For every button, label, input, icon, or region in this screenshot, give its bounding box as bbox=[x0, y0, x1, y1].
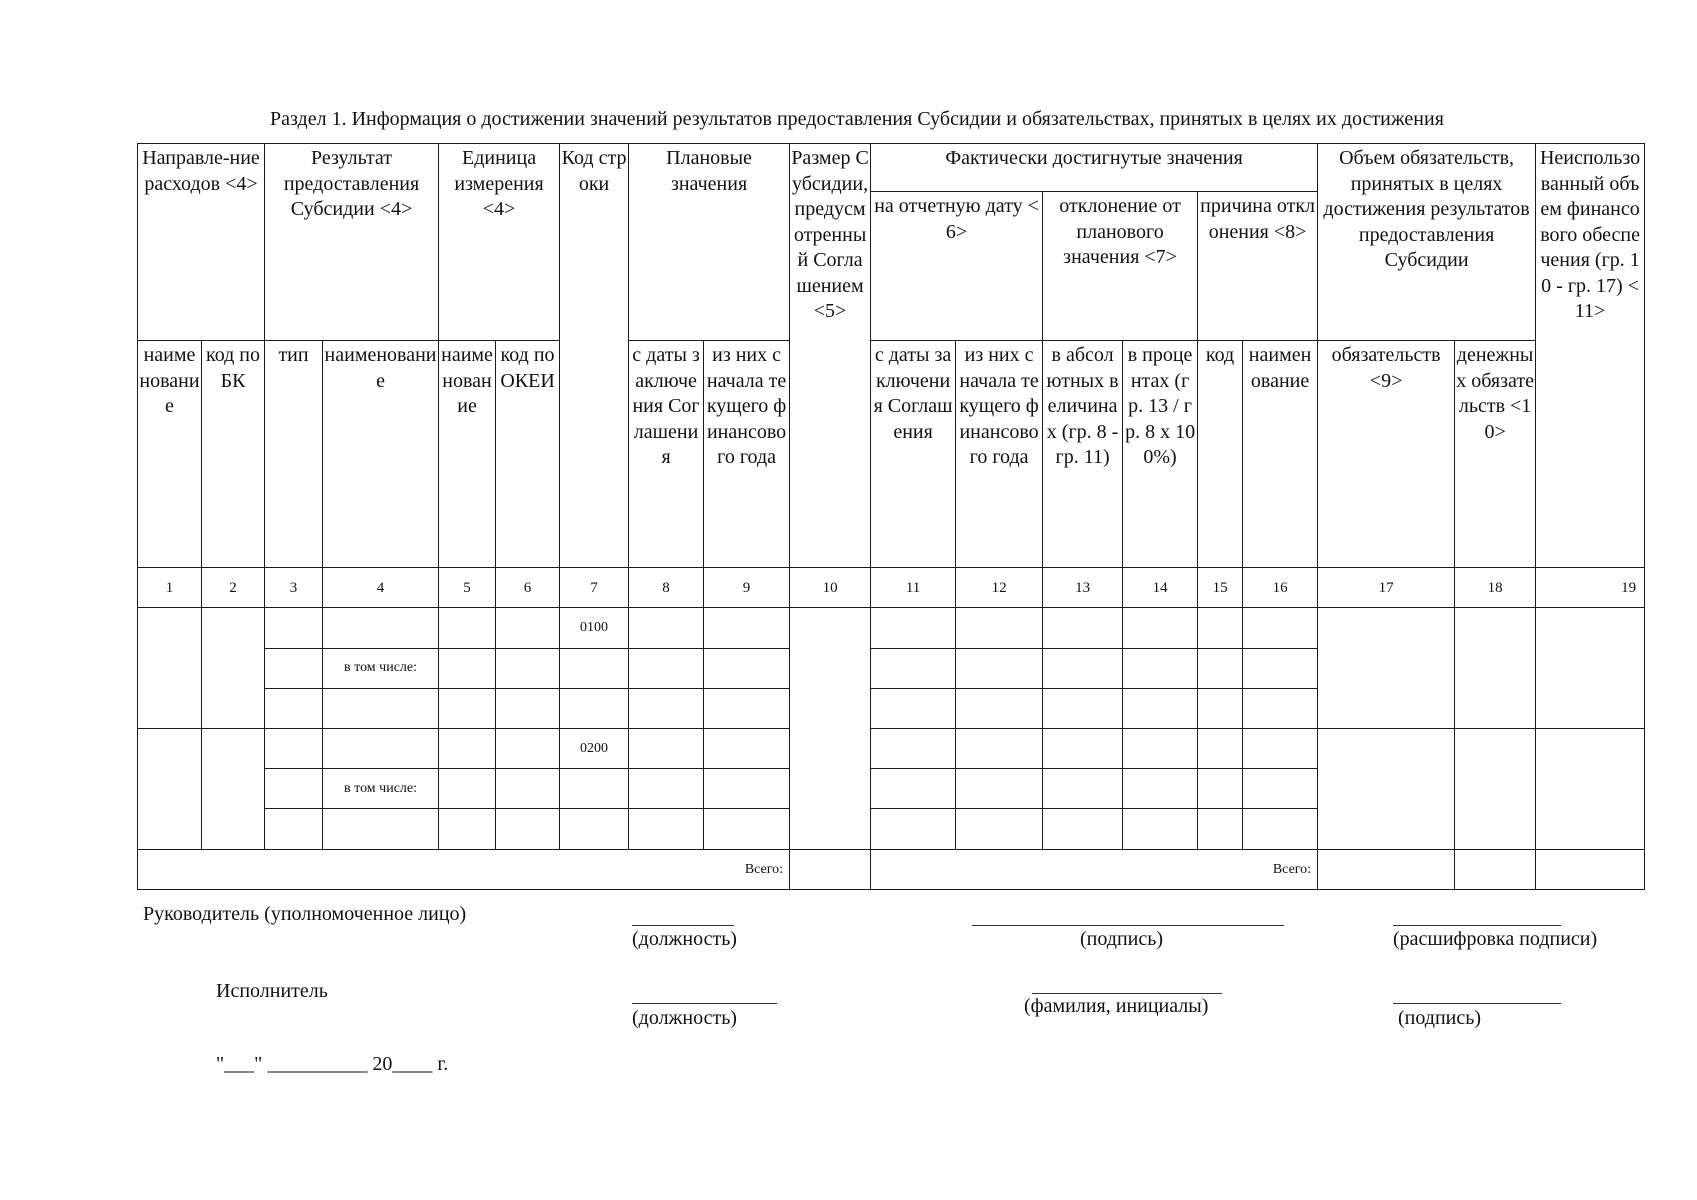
data-cell[interactable] bbox=[1123, 688, 1198, 728]
data-cell[interactable] bbox=[202, 729, 265, 850]
data-cell[interactable] bbox=[1043, 608, 1123, 648]
header-unit-name: наименование bbox=[439, 341, 496, 568]
column-number: 11 bbox=[871, 568, 956, 608]
header-subsidy-size: Размер Субсидии, предусмотренный Соглашением <5> bbox=[790, 144, 871, 568]
column-number: 13 bbox=[1043, 568, 1123, 608]
data-cell[interactable] bbox=[560, 688, 629, 728]
header-fact-report-date: на отчетную дату <6> bbox=[871, 192, 1043, 341]
data-cell[interactable] bbox=[1198, 809, 1243, 849]
data-cell[interactable] bbox=[1198, 608, 1243, 648]
column-number: 5 bbox=[439, 568, 496, 608]
column-number: 4 bbox=[323, 568, 439, 608]
header-reason-name: наименование bbox=[1243, 341, 1318, 568]
data-cell[interactable] bbox=[560, 809, 629, 849]
data-cell[interactable] bbox=[1123, 769, 1198, 809]
date-line: "___" __________ 20____ г. bbox=[216, 1053, 449, 1075]
head-signature-caption: (подпись) bbox=[1080, 928, 1164, 950]
data-cell[interactable] bbox=[496, 648, 560, 688]
header-unused-volume: Неиспользованный объем финансового обеспечения (гр. 10 - гр. 17) <11> bbox=[1536, 144, 1645, 568]
header-unit-okei: код по ОКЕИ bbox=[496, 341, 560, 568]
data-cell[interactable] bbox=[1243, 729, 1318, 769]
data-cell[interactable] bbox=[138, 608, 202, 729]
column-number: 8 bbox=[629, 568, 704, 608]
column-number: 17 bbox=[1318, 568, 1455, 608]
data-cell[interactable] bbox=[1043, 648, 1123, 688]
results-table bbox=[137, 143, 1645, 890]
executor-fio-caption: (фамилия, инициалы) bbox=[1024, 995, 1209, 1017]
data-cell[interactable] bbox=[265, 648, 323, 688]
data-cell[interactable] bbox=[496, 809, 560, 849]
data-cell[interactable] bbox=[871, 729, 956, 769]
data-cell[interactable] bbox=[956, 688, 1043, 728]
column-number: 9 bbox=[704, 568, 790, 608]
column-number: 1 bbox=[138, 568, 202, 608]
data-cell[interactable] bbox=[439, 769, 496, 809]
data-cell[interactable] bbox=[871, 769, 956, 809]
data-cell[interactable] bbox=[1198, 729, 1243, 769]
column-number: 7 bbox=[560, 568, 629, 608]
column-number: 19 bbox=[1536, 568, 1645, 608]
data-cell[interactable] bbox=[1198, 769, 1243, 809]
header-result-type: тип bbox=[265, 341, 323, 568]
executor-position-caption: (должность) bbox=[632, 1007, 737, 1029]
column-number: 18 bbox=[1455, 568, 1536, 608]
data-cell[interactable] bbox=[1123, 729, 1198, 769]
header-subsidy-result: Результат предоставления Субсидии <4> bbox=[265, 144, 439, 341]
data-cell[interactable] bbox=[629, 809, 704, 849]
header-row-code: Код строки bbox=[560, 144, 629, 568]
data-cell[interactable] bbox=[629, 648, 704, 688]
data-cell[interactable] bbox=[560, 648, 629, 688]
header-plan-values: Плановые значения bbox=[629, 144, 790, 341]
data-cell[interactable] bbox=[1318, 729, 1455, 850]
data-cell[interactable] bbox=[704, 729, 790, 769]
data-cell[interactable] bbox=[871, 608, 956, 648]
data-cell[interactable] bbox=[323, 608, 439, 648]
header-obligations-sub: обязательств <9> bbox=[1318, 341, 1455, 568]
data-cell[interactable] bbox=[1243, 648, 1318, 688]
total-cell[interactable] bbox=[1318, 849, 1455, 889]
signature-line bbox=[1393, 925, 1561, 926]
column-number: 6 bbox=[496, 568, 560, 608]
header-plan-from-agreement: с даты заключения Соглашения bbox=[629, 341, 704, 568]
data-cell[interactable] bbox=[871, 809, 956, 849]
head-label: Руководитель (уполномоченное лицо) bbox=[143, 903, 467, 925]
data-cell[interactable] bbox=[1123, 608, 1198, 648]
header-obligations: Объем обязательств, принятых в целях достижения результатов предоставления Субсидии bbox=[1318, 144, 1536, 341]
data-cell[interactable] bbox=[265, 608, 323, 648]
data-cell[interactable] bbox=[871, 688, 956, 728]
data-cell[interactable] bbox=[1043, 729, 1123, 769]
data-cell[interactable] bbox=[871, 648, 956, 688]
column-number: 10 bbox=[790, 568, 871, 608]
header-result-name: наименование bbox=[323, 341, 439, 568]
signature-line bbox=[1032, 993, 1222, 994]
data-cell[interactable] bbox=[704, 648, 790, 688]
including-label: в том числе: bbox=[323, 648, 439, 688]
data-cell[interactable] bbox=[439, 809, 496, 849]
data-cell[interactable] bbox=[265, 688, 323, 728]
data-cell[interactable] bbox=[496, 688, 560, 728]
data-cell[interactable] bbox=[956, 729, 1043, 769]
data-cell[interactable] bbox=[1198, 648, 1243, 688]
data-cell[interactable] bbox=[629, 769, 704, 809]
header-fact-current-year: из них с начала текущего финансового года bbox=[956, 341, 1043, 568]
signature-line bbox=[632, 1003, 777, 1004]
executor-label: Исполнитель bbox=[216, 980, 328, 1002]
column-number: 14 bbox=[1123, 568, 1198, 608]
row-code-cell: 0200 bbox=[560, 729, 629, 769]
data-cell[interactable] bbox=[265, 809, 323, 849]
data-cell[interactable] bbox=[1043, 688, 1123, 728]
column-number: 2 bbox=[202, 568, 265, 608]
header-expense-code: код по БК bbox=[202, 341, 265, 568]
header-fact-from-agreement: с даты заключения Соглашения bbox=[871, 341, 956, 568]
header-deviation-reason: причина отклонения <8> bbox=[1198, 192, 1318, 341]
data-cell[interactable] bbox=[1043, 809, 1123, 849]
column-number: 15 bbox=[1198, 568, 1243, 608]
data-cell[interactable] bbox=[265, 729, 323, 769]
header-reason-code: код bbox=[1198, 341, 1243, 568]
head-decoding-caption: (расшифровка подписи) bbox=[1393, 928, 1598, 950]
data-cell[interactable] bbox=[1123, 648, 1198, 688]
total-label-plan: Всего: bbox=[138, 849, 790, 889]
data-cell[interactable] bbox=[496, 729, 560, 769]
data-cell[interactable] bbox=[1536, 729, 1645, 850]
data-cell[interactable] bbox=[439, 648, 496, 688]
data-cell[interactable] bbox=[629, 688, 704, 728]
header-fact-values: Фактически достигнутые значения bbox=[871, 144, 1318, 192]
data-cell[interactable] bbox=[560, 769, 629, 809]
data-cell[interactable] bbox=[323, 809, 439, 849]
data-cell[interactable] bbox=[202, 608, 265, 729]
column-number: 16 bbox=[1243, 568, 1318, 608]
data-cell[interactable] bbox=[323, 688, 439, 728]
table-row bbox=[138, 729, 1645, 769]
data-cell[interactable] bbox=[1455, 608, 1536, 729]
data-cell[interactable] bbox=[790, 608, 871, 849]
data-cell[interactable] bbox=[1243, 688, 1318, 728]
header-deviation-percent: в процентах (гр. 13 / гр. 8 x 100%) bbox=[1123, 341, 1198, 568]
data-cell[interactable] bbox=[956, 769, 1043, 809]
data-cell[interactable] bbox=[1043, 769, 1123, 809]
header-expense-direction: Направле-ние расходов <4> bbox=[138, 144, 265, 341]
data-cell[interactable] bbox=[496, 769, 560, 809]
header-money-obligations: денежных обязательств <10> bbox=[1455, 341, 1536, 568]
table-row bbox=[138, 608, 1645, 648]
total-cell[interactable] bbox=[790, 849, 871, 889]
data-cell[interactable] bbox=[704, 608, 790, 648]
data-cell[interactable] bbox=[1243, 608, 1318, 648]
data-cell[interactable] bbox=[496, 608, 560, 648]
header-deviation: отклонение от планового значения <7> bbox=[1043, 192, 1198, 341]
data-cell[interactable] bbox=[956, 809, 1043, 849]
data-cell[interactable] bbox=[1123, 809, 1198, 849]
data-cell[interactable] bbox=[629, 729, 704, 769]
data-cell[interactable] bbox=[439, 688, 496, 728]
header-plan-current-year: из них с начала текущего финансового года bbox=[704, 341, 790, 568]
signature-line bbox=[632, 925, 734, 926]
header-deviation-absolute: в абсолютных величинах (гр. 8 - гр. 11) bbox=[1043, 341, 1123, 568]
signature-line bbox=[1393, 1003, 1561, 1004]
executor-signature-caption: (подпись) bbox=[1398, 1007, 1482, 1029]
data-cell[interactable] bbox=[1198, 688, 1243, 728]
total-row bbox=[138, 849, 1645, 889]
data-cell[interactable] bbox=[704, 809, 790, 849]
total-label-fact: Всего: bbox=[871, 849, 1318, 889]
data-cell[interactable] bbox=[1243, 809, 1318, 849]
including-label: в том числе: bbox=[323, 769, 439, 809]
data-cell[interactable] bbox=[1536, 608, 1645, 729]
data-cell[interactable] bbox=[956, 648, 1043, 688]
data-cell[interactable] bbox=[704, 688, 790, 728]
data-cell[interactable] bbox=[1243, 769, 1318, 809]
data-cell[interactable] bbox=[704, 769, 790, 809]
data-cell[interactable] bbox=[956, 608, 1043, 648]
header-expense-name: наименование bbox=[138, 341, 202, 568]
header-unit: Единица измерения <4> bbox=[439, 144, 560, 341]
data-cell[interactable] bbox=[265, 769, 323, 809]
data-cell[interactable] bbox=[1455, 729, 1536, 850]
total-cell[interactable] bbox=[1455, 849, 1536, 889]
column-number: 12 bbox=[956, 568, 1043, 608]
signature-line bbox=[972, 925, 1284, 926]
total-cell[interactable] bbox=[1536, 849, 1645, 889]
head-position-caption: (должность) bbox=[632, 928, 737, 950]
data-cell[interactable] bbox=[138, 729, 202, 850]
data-cell[interactable] bbox=[1318, 608, 1455, 729]
data-cell[interactable] bbox=[323, 729, 439, 769]
row-code-cell: 0100 bbox=[560, 608, 629, 648]
section-title: Раздел 1. Информация о достижении значений результатов предоставления Субсидии и обязательствах, принятых в целях их достижения bbox=[270, 108, 1444, 130]
data-cell[interactable] bbox=[439, 608, 496, 648]
data-cell[interactable] bbox=[629, 608, 704, 648]
data-cell[interactable] bbox=[439, 729, 496, 769]
column-number: 3 bbox=[265, 568, 323, 608]
